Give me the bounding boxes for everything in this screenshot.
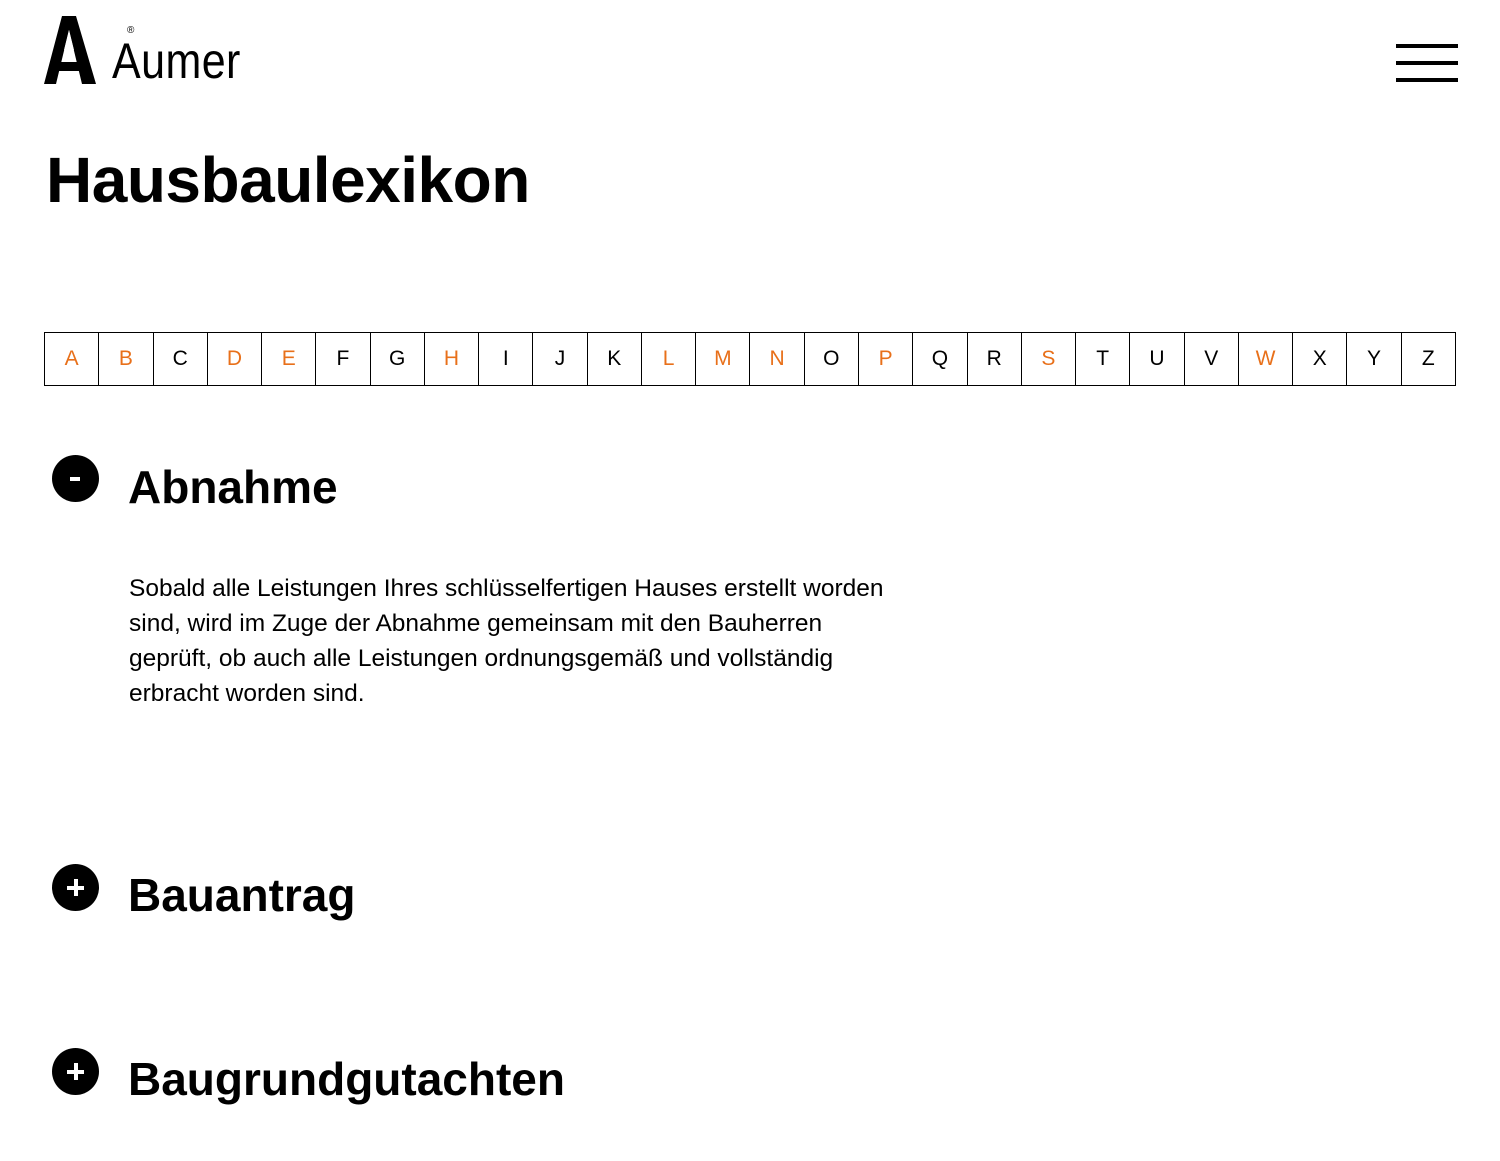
alphabet-letter-y[interactable]: Y — [1347, 333, 1401, 385]
minus-circle-icon[interactable] — [52, 455, 99, 502]
plus-circle-icon[interactable] — [52, 864, 99, 911]
entry-title[interactable]: Bauantrag — [128, 869, 356, 921]
logo-wordmark: Aumer — [112, 33, 241, 89]
alphabet-letter-v[interactable]: V — [1185, 333, 1239, 385]
description-line: geprüft, ob auch alle Leistungen ordnungsgemäß und vollständig — [129, 645, 834, 672]
alphabet-letter-z[interactable]: Z — [1421, 347, 1435, 370]
alphabet-filter — [44, 332, 1456, 386]
alphabet-letter-d[interactable]: D — [208, 333, 262, 385]
entry-title[interactable]: Abnahme — [128, 461, 338, 513]
hamburger-menu-icon[interactable] — [1396, 44, 1458, 82]
description-line: erbracht worden sind. — [129, 680, 365, 707]
alphabet-letter-l[interactable]: L — [642, 333, 696, 385]
alphabet-letter-q[interactable]: Q — [913, 333, 967, 385]
alphabet-letter-e[interactable]: E — [262, 333, 316, 385]
page-title: Hausbaulexikon — [46, 144, 530, 216]
alphabet-letter-u[interactable]: U — [1130, 333, 1184, 385]
plus-circle-icon[interactable] — [52, 1048, 99, 1095]
alphabet-letter-w[interactable]: W — [1239, 333, 1293, 385]
description-line: Sobald alle Leistungen Ihres schlüsselfertigen Hauses erstellt worden — [129, 575, 884, 602]
alphabet-letter-o[interactable]: O — [805, 333, 859, 385]
alphabet-letter-k[interactable]: K — [588, 333, 642, 385]
aumer-logo-mark-icon — [44, 16, 100, 86]
alphabet-letter-t[interactable]: T — [1076, 333, 1130, 385]
aumer-logo[interactable] — [44, 14, 262, 89]
alphabet-letter-a[interactable]: A — [45, 333, 99, 385]
alphabet-letter-i[interactable]: I — [479, 333, 533, 385]
alphabet-letter-s[interactable]: S — [1022, 333, 1076, 385]
entry-title[interactable]: Baugrundgutachten — [128, 1053, 565, 1105]
alphabet-letter-x[interactable]: X — [1293, 333, 1347, 385]
alphabet-letter-g[interactable]: G — [371, 333, 425, 385]
registered-mark: ® — [127, 25, 135, 36]
alphabet-letter-j[interactable]: J — [533, 333, 587, 385]
alphabet-letter-n[interactable]: N — [750, 333, 804, 385]
alphabet-letter-f[interactable]: F — [316, 333, 370, 385]
site-header — [0, 0, 1500, 110]
alphabet-letter-r[interactable]: R — [968, 333, 1022, 385]
description-line: sind, wird im Zuge der Abnahme gemeinsam mit den Bauherren — [129, 610, 823, 637]
alphabet-letter-h[interactable]: H — [425, 333, 479, 385]
entry-description — [129, 571, 969, 711]
alphabet-letter-m[interactable]: M — [696, 333, 750, 385]
alphabet-letter-p[interactable]: P — [859, 333, 913, 385]
alphabet-letter-c[interactable]: C — [154, 333, 208, 385]
alphabet-letter-b[interactable]: B — [99, 333, 153, 385]
